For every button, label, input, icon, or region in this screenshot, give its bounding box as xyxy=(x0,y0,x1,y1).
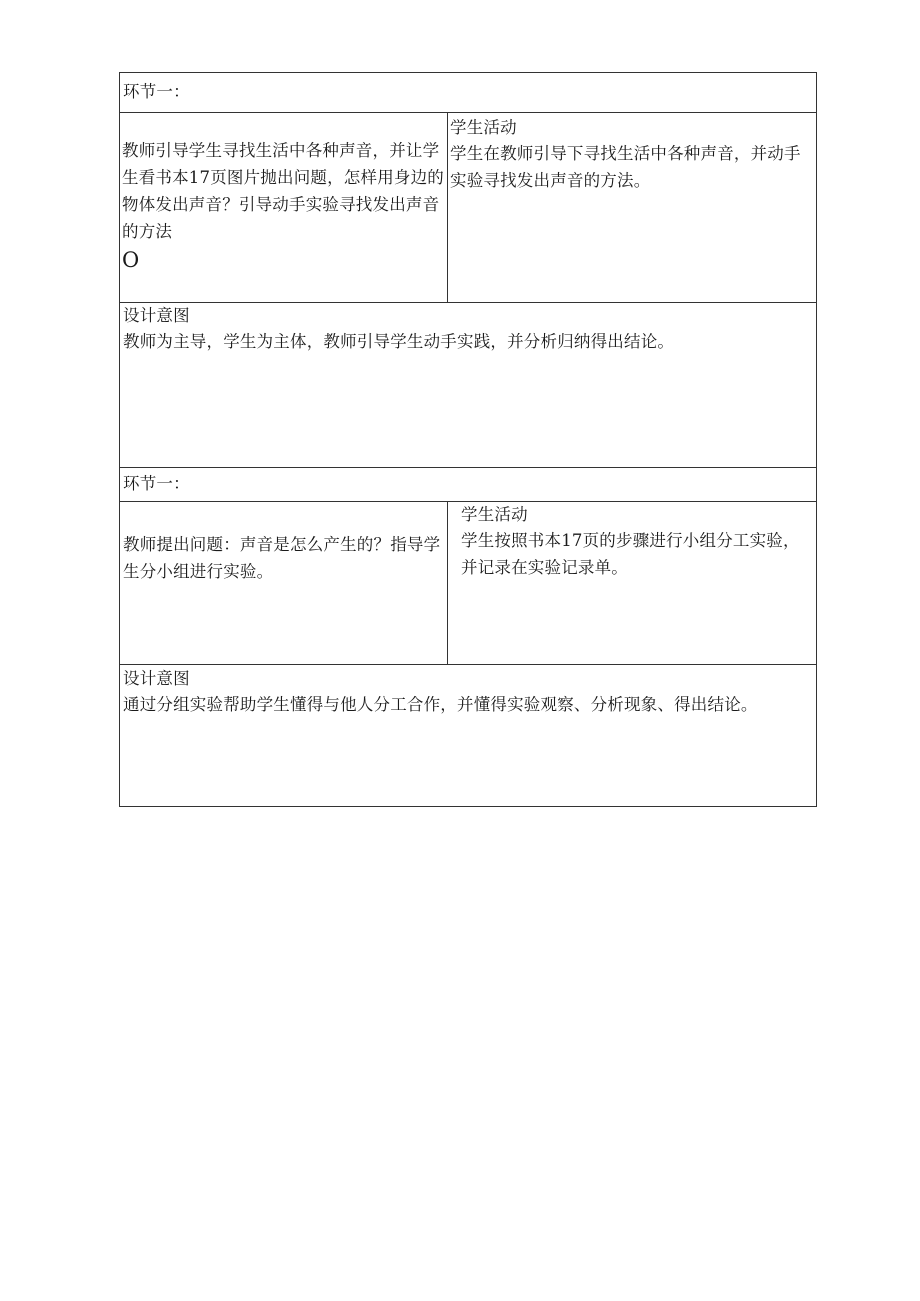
lesson-plan-table xyxy=(119,72,817,807)
section1-design-row xyxy=(120,302,816,467)
section1-design-text: 教师为主导，学生为主体，教师引导学生动手实践，并分析归纳得出结论。 xyxy=(123,332,675,351)
section1-activity-row xyxy=(120,112,816,302)
section2-student-label: 学生活动 xyxy=(461,505,528,524)
section2-student-text: 学生按照书本17页的步骤进行小组分工实验，并记录在实验记录单。 xyxy=(461,531,800,577)
section2-design-label: 设计意图 xyxy=(123,669,190,688)
section1-teacher-cell xyxy=(120,113,448,302)
section1-heading: 环节一： xyxy=(123,82,190,101)
section2-teacher-cell xyxy=(120,502,448,664)
section1-teacher-text: 教师引导学生寻找生活中各种声音，并让学生看书本17页图片抛出问题，怎样用身边的物体发出声音？引导动手实验寻找发出声音的方法 xyxy=(122,141,444,241)
section1-heading-row xyxy=(120,73,816,112)
section2-student-cell xyxy=(448,502,816,664)
section2-heading-row xyxy=(120,467,816,501)
section1-design-label: 设计意图 xyxy=(123,306,190,325)
section1-teacher-marker: O xyxy=(122,248,140,272)
section2-design-text: 通过分组实验帮助学生懂得与他人分工合作，并懂得实验观察、分析现象、得出结论。 xyxy=(123,695,758,714)
section2-heading: 环节一： xyxy=(123,474,190,493)
section1-student-text: 学生在教师引导下寻找生活中各种声音，并动手实验寻找发出声音的方法。 xyxy=(450,144,801,190)
section2-teacher-text: 教师提出问题：声音是怎么产生的？指导学生分小组进行实验。 xyxy=(123,535,441,581)
section2-design-row xyxy=(120,664,816,806)
section1-student-label: 学生活动 xyxy=(450,118,517,137)
section1-student-cell xyxy=(448,113,816,302)
section2-activity-row xyxy=(120,501,816,664)
